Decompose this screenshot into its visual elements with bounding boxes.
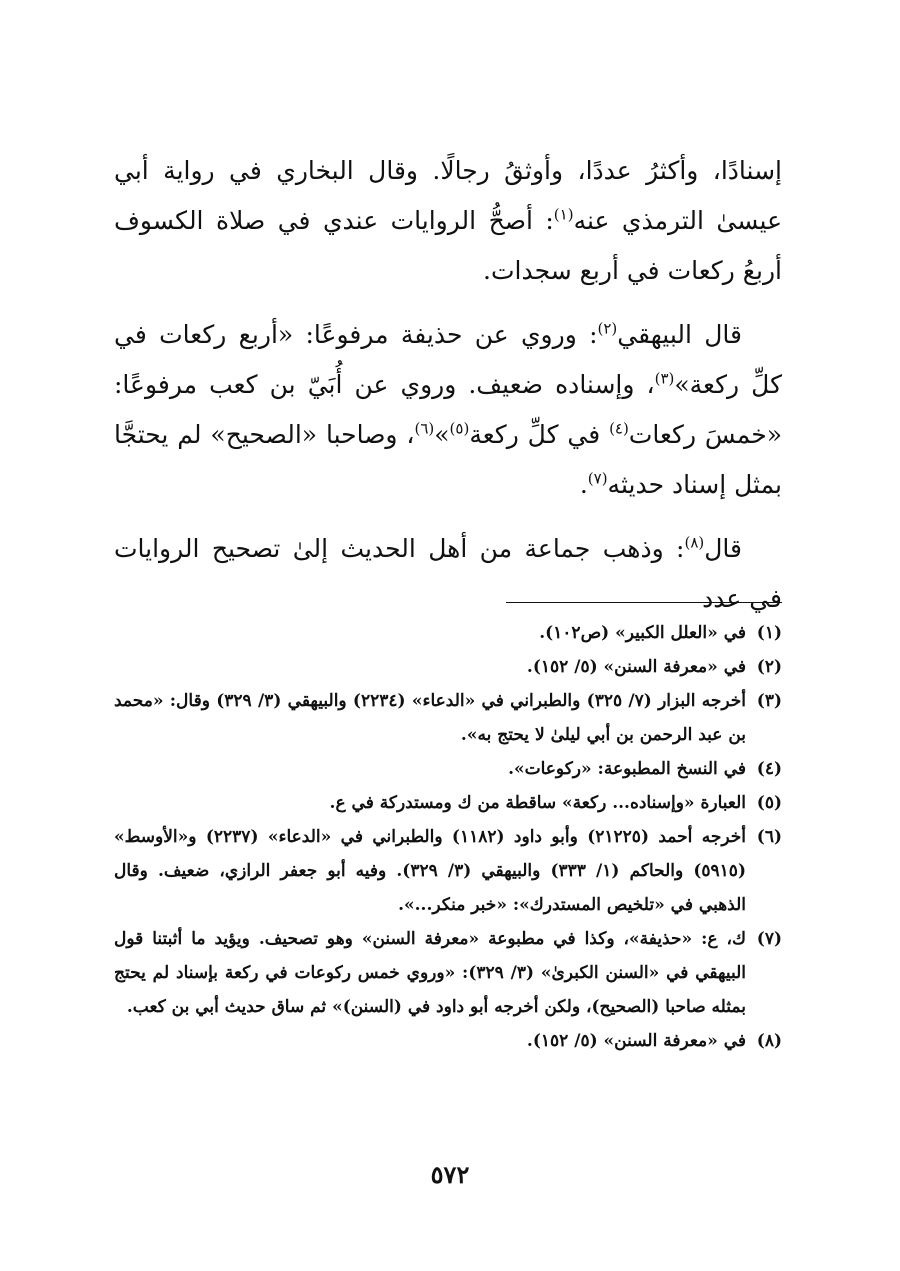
paragraph-2-part-b: : وروي عن حذيفة مرفوعًا: «أربع ركعات في كلِّ ركعة»	[114, 320, 782, 399]
footnote-item	[114, 752, 782, 786]
footnote-item	[114, 616, 782, 650]
paragraph-2-part-f: ، وصاحبا «الصحيح» لم يحتجَّا بمثل إسناد حديثه	[114, 420, 782, 499]
footnote-ref-8: (٨)	[684, 533, 705, 552]
footnote-item	[114, 1024, 782, 1058]
footnote-text: في «معرفة السنن» (٥/ ١٥٢).	[526, 1031, 746, 1051]
paragraph-1-text: إسنادًا، وأكثرُ عددًا، وأوثقُ رجالًا. وقال البخاري في رواية أبي عيسىٰ الترمذي عنه	[114, 156, 782, 235]
paragraph-1	[114, 146, 782, 296]
paragraph-1-tail: : أصحُّ الروايات عندي في صلاة الكسوف أربعُ ركعات في أربع سجدات.	[114, 206, 782, 285]
footnote-ref-6: (٦)	[414, 419, 435, 438]
footnote-number: (١)	[756, 623, 782, 643]
footnote-number: (٢)	[756, 657, 782, 677]
paragraph-2	[114, 310, 782, 510]
footnote-number: (٥)	[756, 793, 782, 813]
paragraph-2-part-d: في كلِّ ركعة	[469, 420, 610, 449]
footnote-text: في النسخ المطبوعة: «ركوعات».	[508, 759, 746, 779]
footnote-item	[114, 922, 782, 1024]
footnote-text: في «العلل الكبير» (ص١٠٢).	[539, 623, 746, 643]
paragraph-2-part-c: ، وإسناده ضعيف. وروي عن أُبَيّ بن كعب مرفوعًا: «خمسَ ركعات	[114, 370, 782, 449]
footnote-item	[114, 650, 782, 684]
footnote-ref-7: (٧)	[587, 469, 608, 488]
page-number: ٥٧٢	[430, 1160, 470, 1189]
footnote-number: (٨)	[756, 1031, 782, 1051]
paragraph-3	[114, 524, 782, 624]
paragraph-3-part-a: قال	[704, 534, 742, 563]
footnote-item	[114, 684, 782, 752]
footnotes-list	[114, 616, 782, 1058]
footnote-ref-2: (٢)	[597, 319, 618, 338]
footnote-number: (٦)	[756, 827, 782, 847]
footnote-number: (٧)	[756, 929, 782, 949]
paragraph-2-part-a: قال البيهقي	[617, 320, 742, 349]
footnote-text: أخرجه البزار (٧/ ٣٢٥) والطبراني في «الدعاء» (٢٢٣٤) والبيهقي (٣/ ٣٢٩) وقال: «محمد بن عبد الرحمن بن أبي ليلىٰ لا يحتج به».	[114, 691, 746, 745]
footnote-text: ك، ع: «حذيفة»، وكذا في مطبوعة «معرفة السنن» وهو تصحيف. ويؤيد ما أثبتنا قول البيهقي في «السنن الكبرىٰ» (٣/ ٣٢٩): «وروي خمس ركوعات في ركعة بإسناد لم يحتج بمثله صاحبا (الصحيح)، ولكن أخرجه أبو داود في (السنن)» ثم ساق حديث أبي بن كعب.	[114, 929, 746, 1017]
footnote-text: أخرجه أحمد (٢١٢٢٥) وأبو داود (١١٨٢) والطبراني في «الدعاء» (٢٢٣٧) و«الأوسط» (٥٩١٥) والحاكم (١/ ٣٣٣) والبيهقي (٣/ ٣٢٩). وفيه أبو جعفر الرازي، ضعيف. وقال الذهبي في «تلخيص المستدرك»: «خبر منكر...».	[114, 827, 746, 915]
footnote-item	[114, 786, 782, 820]
footnote-ref-3: (٣)	[654, 369, 675, 388]
footnote-ref-5: (٥)	[449, 419, 470, 438]
footnote-ref-4: (٤)	[609, 419, 629, 438]
footnote-text: في «معرفة السنن» (٥/ ١٥٢).	[526, 657, 746, 677]
main-text	[114, 146, 782, 638]
footnote-number: (٤)	[756, 759, 782, 779]
paragraph-2-part-e: »	[434, 420, 450, 449]
footnote-separator	[506, 602, 782, 603]
footnote-text: العبارة «وإسناده... ركعة» ساقطة من ك ومستدركة في ع.	[329, 793, 746, 813]
footnote-ref-1: (١)	[553, 205, 574, 224]
footnote-item	[114, 820, 782, 922]
footnote-number: (٣)	[756, 691, 782, 711]
paragraph-2-part-g: .	[579, 470, 588, 499]
paragraph-3-part-b: : وذهب جماعة من أهل الحديث إلىٰ تصحيح الروايات في عدد	[114, 534, 782, 613]
